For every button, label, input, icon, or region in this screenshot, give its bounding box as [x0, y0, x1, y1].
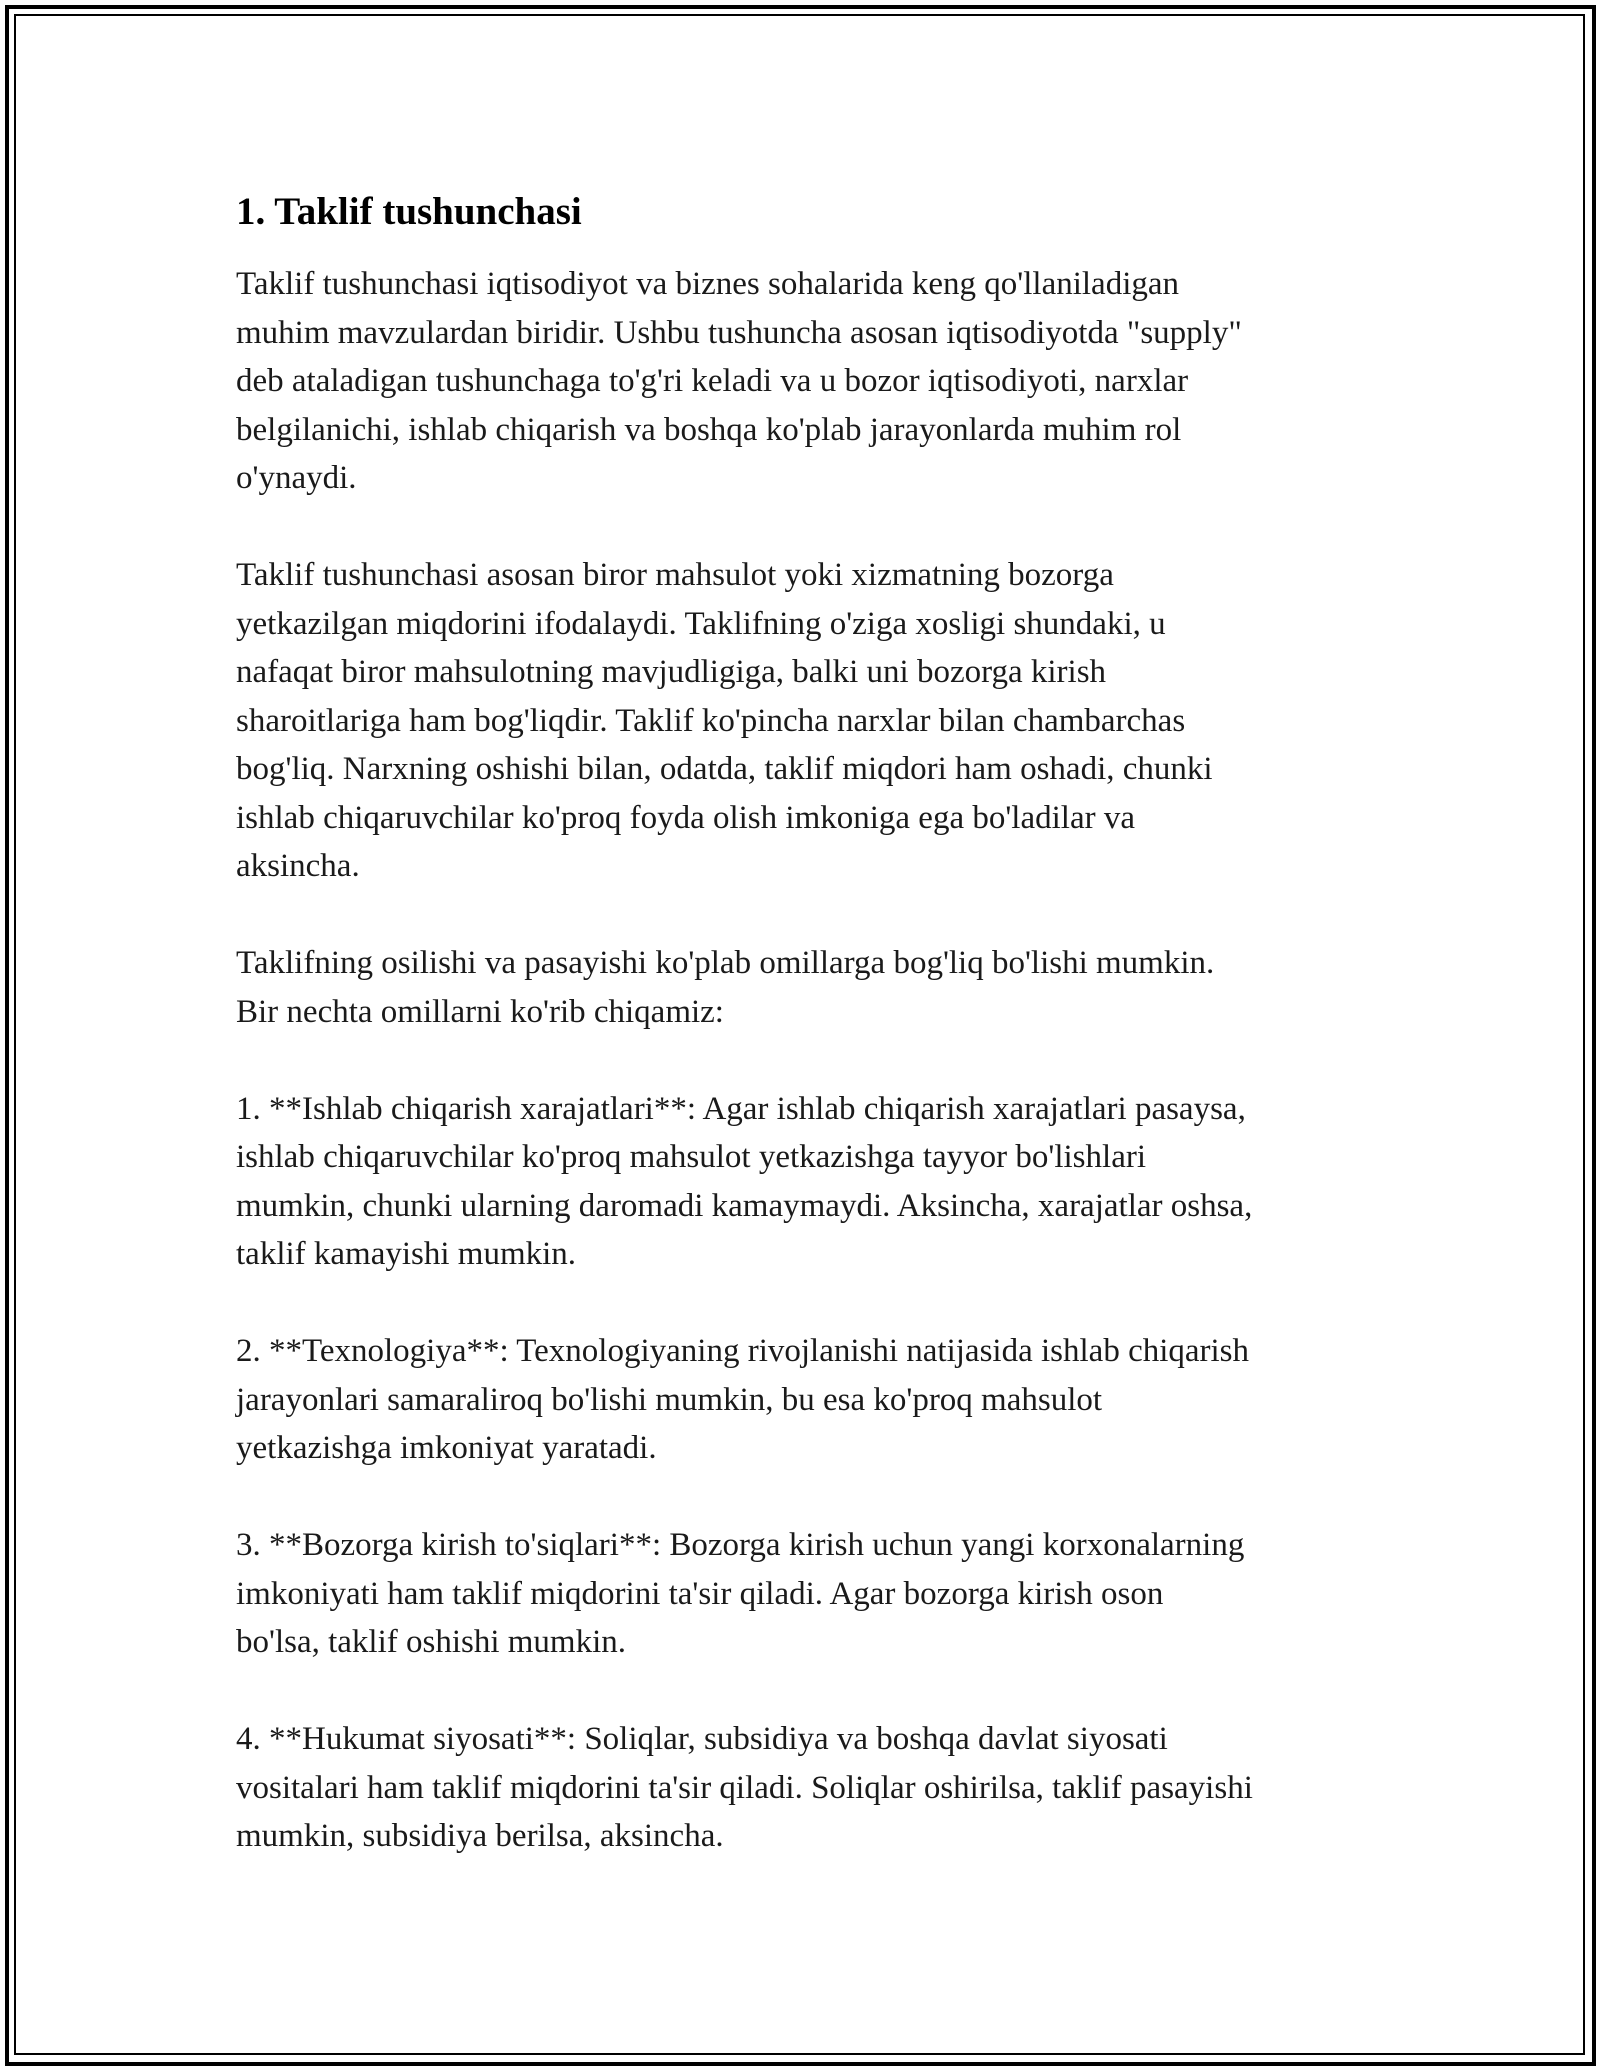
list-item-production-costs: 1. **Ishlab chiqarish xarajatlari**: Agar ishlab chiqarish xarajatlari pasaysa, ishlab chiqaruvchilar ko'proq mahsulot yetkazishga tayyor bo'lishlari mumkin, chunki ularning daromadi kamaymaydi. Aksincha, xarajatlar oshsa, taklif kamayishi mumkin. [236, 1090, 1253, 1272]
document-body [236, 186, 1376, 1861]
paragraph-definition: Taklif tushunchasi asosan biror mahsulot yoki xizmatning bozorga yetkazilgan miqdorini ifodalaydi. Taklifning o'ziga xosligi shundaki, u nafaqat biror mahsulotning mavjudligiga, balki uni bozorga kirish sharoitlariga ham bog'liqdir. Taklif ko'pincha narxlar bilan chambarchas bog'liq. Narxning oshishi bilan, odatda, taklif miqdori ham oshadi, chunki ishlab chiqaruvchilar ko'proq foyda olish imkoniga ega bo'ladilar va aksincha. [236, 557, 1213, 884]
paragraph-intro: Taklif tushunchasi iqtisodiyot va biznes sohalarida keng qo'llaniladigan muhim mavzulardan biridir. Ushbu tushuncha asosan iqtisodiyotda "supply" deb ataladigan tushunchaga to'g'ri keladi va u bozor iqtisodiyoti, narxlar belgilanichi, ishlab chiqarish va boshqa ko'plab jarayonlarda muhim rol o'ynaydi. [236, 266, 1242, 496]
list-item-government-policy: 4. **Hukumat siyosati**: Soliqlar, subsidiya va boshqa davlat siyosati vositalari ham taklif miqdorini ta'sir qiladi. Soliqlar oshirilsa, taklif pasayishi mumkin, subsidiya berilsa, aksincha. [236, 1721, 1253, 1854]
list-item-technology: 2. **Texnologiya**: Texnologiyaning rivojlanishi natijasida ishlab chiqarish jarayonlari samaraliroq bo'lishi mumkin, bu esa ko'proq mahsulot yetkazishga imkoniyat yaratadi. [236, 1333, 1250, 1466]
paragraph-factors-intro: Taklifning osilishi va pasayishi ko'plab omillarga bog'liq bo'lishi mumkin. Bir nechta omillarni ko'rib chiqamiz: [236, 945, 1215, 1030]
list-item-market-entry-barriers: 3. **Bozorga kirish to'siqlari**: Bozorga kirish uchun yangi korxonalarning imkoniyati ham taklif miqdorini ta'sir qiladi. Agar bozorga kirish oson bo'lsa, taklif oshishi mumkin. [236, 1527, 1245, 1660]
section-heading: 1. Taklif tushunchasi [236, 190, 582, 233]
